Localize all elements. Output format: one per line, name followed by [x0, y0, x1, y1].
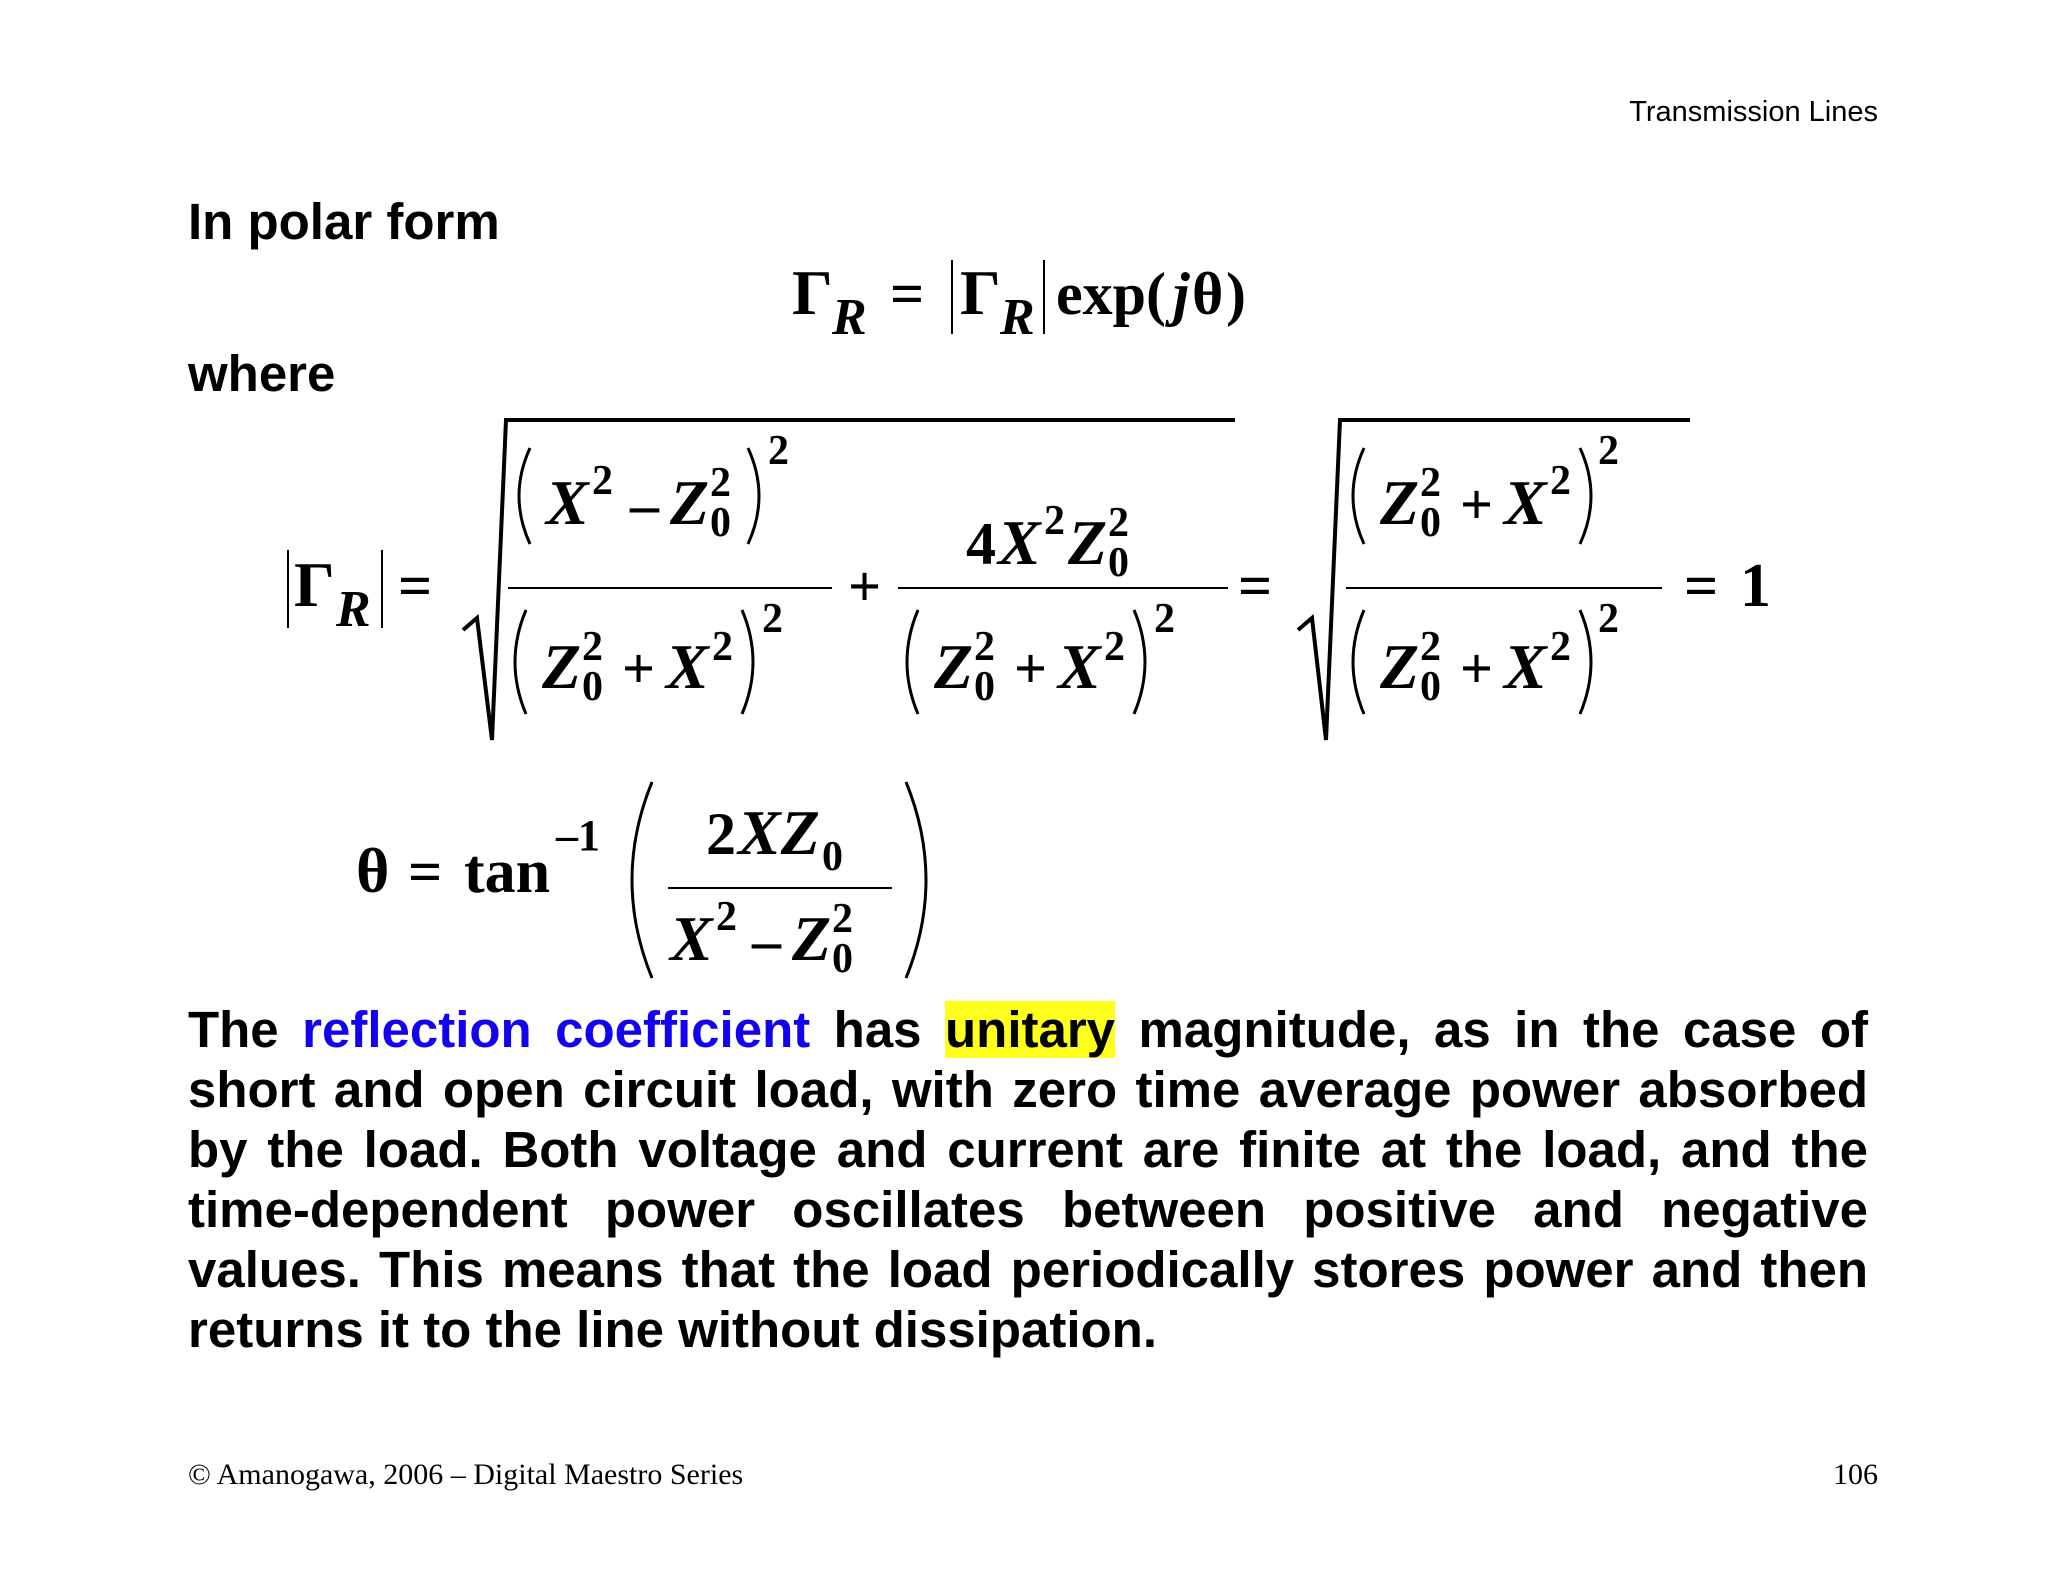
- explanation-paragraph: [188, 1000, 1868, 1360]
- svg-text:+: +: [848, 554, 882, 619]
- svg-text:Z: Z: [670, 467, 710, 538]
- page-number: 106: [1833, 1458, 1878, 1491]
- svg-text:R: R: [336, 581, 371, 638]
- svg-text:θ: θ: [356, 835, 390, 906]
- svg-text:2: 2: [832, 896, 853, 942]
- svg-text:2: 2: [1598, 596, 1619, 642]
- svg-text:2: 2: [1154, 596, 1175, 642]
- paragraph-text-rest: magnitude, as in the case of short and open circuit load, with zero time average power absorbed by the load. Both voltage and current are finite at the load, and the time-dependent power oscillates between positive and negative values. This means that the load periodically stores power and then returns it to the line without dissipation.: [188, 1001, 1868, 1358]
- svg-text:2: 2: [974, 624, 995, 670]
- svg-text:–: –: [630, 472, 659, 537]
- svg-text:0: 0: [582, 664, 603, 710]
- svg-text:Γ: Γ: [294, 549, 335, 620]
- svg-text:2: 2: [716, 894, 737, 940]
- svg-text:XZ: XZ: [738, 797, 820, 868]
- svg-text:X: X: [666, 631, 709, 702]
- svg-text:X: X: [670, 903, 713, 974]
- svg-text:2: 2: [582, 624, 603, 670]
- svg-text:+: +: [1460, 472, 1494, 537]
- polar-form-equation: [780, 250, 1300, 355]
- svg-text:2: 2: [1108, 500, 1129, 546]
- svg-text:Z: Z: [1380, 467, 1420, 538]
- svg-text:+: +: [622, 636, 656, 701]
- svg-text:2: 2: [710, 460, 731, 506]
- svg-text:2: 2: [706, 801, 736, 867]
- intro-heading: In polar form: [188, 193, 500, 250]
- svg-text:Z: Z: [542, 631, 582, 702]
- svg-text:X: X: [546, 467, 589, 538]
- svg-text:R: R: [832, 289, 867, 346]
- svg-text:): ): [1226, 261, 1246, 327]
- svg-text:2: 2: [1420, 460, 1441, 506]
- svg-text:2: 2: [1420, 624, 1441, 670]
- svg-text:Γ: Γ: [960, 257, 1001, 328]
- paragraph-text-start: The: [188, 1001, 303, 1058]
- svg-text:X: X: [1504, 467, 1547, 538]
- svg-text:2: 2: [1550, 458, 1571, 504]
- svg-text:2: 2: [1044, 498, 1065, 544]
- svg-text:0: 0: [974, 664, 995, 710]
- copyright-footer: © Amanogawa, 2006 – Digital Maestro Series: [188, 1458, 744, 1491]
- phase-equation: [350, 770, 970, 995]
- svg-text:–1: –1: [556, 811, 600, 860]
- svg-text:1: 1: [1740, 552, 1771, 620]
- svg-text:Z: Z: [792, 903, 832, 974]
- svg-text:=: =: [1238, 553, 1273, 619]
- svg-text:exp(: exp(: [1056, 261, 1166, 327]
- where-label: where: [188, 345, 336, 402]
- running-header: Transmission Lines: [1629, 96, 1878, 128]
- svg-text:2: 2: [768, 428, 789, 474]
- svg-text:+: +: [1014, 636, 1048, 701]
- svg-text:θ: θ: [1192, 261, 1224, 327]
- svg-text:0: 0: [710, 500, 731, 546]
- svg-text:2: 2: [712, 624, 733, 670]
- svg-text:4: 4: [966, 511, 996, 577]
- svg-text:=: =: [408, 839, 443, 905]
- svg-text:0: 0: [1420, 500, 1441, 546]
- svg-text:X: X: [1058, 631, 1101, 702]
- svg-text:+: +: [1460, 636, 1494, 701]
- svg-text:–: –: [752, 908, 781, 973]
- magnitude-equation: [270, 410, 1800, 760]
- paragraph-text-has: has: [810, 1001, 946, 1058]
- svg-text:X: X: [998, 507, 1041, 578]
- svg-text:Z: Z: [1380, 631, 1420, 702]
- svg-text:0: 0: [822, 834, 843, 880]
- svg-text:R: R: [1000, 289, 1035, 346]
- svg-text:2: 2: [1104, 624, 1125, 670]
- reflection-coefficient-term: reflection coefficient: [302, 1001, 811, 1058]
- svg-text:j: j: [1173, 261, 1190, 327]
- svg-text:2: 2: [762, 596, 783, 642]
- svg-text:0: 0: [832, 936, 853, 982]
- svg-text:Z: Z: [934, 631, 974, 702]
- svg-text:0: 0: [1420, 664, 1441, 710]
- svg-text:=: =: [1684, 553, 1719, 619]
- svg-text:2: 2: [1550, 624, 1571, 670]
- svg-text:2: 2: [1598, 428, 1619, 474]
- svg-text:Z: Z: [1068, 507, 1108, 578]
- svg-text:=: =: [890, 261, 925, 327]
- svg-text:=: =: [398, 553, 433, 619]
- svg-text:X: X: [1504, 631, 1547, 702]
- svg-text:tan: tan: [464, 838, 551, 906]
- svg-text:2: 2: [592, 458, 613, 504]
- svg-text:0: 0: [1108, 540, 1129, 586]
- svg-text:Γ: Γ: [792, 257, 833, 328]
- unitary-highlight: unitary: [945, 1001, 1116, 1058]
